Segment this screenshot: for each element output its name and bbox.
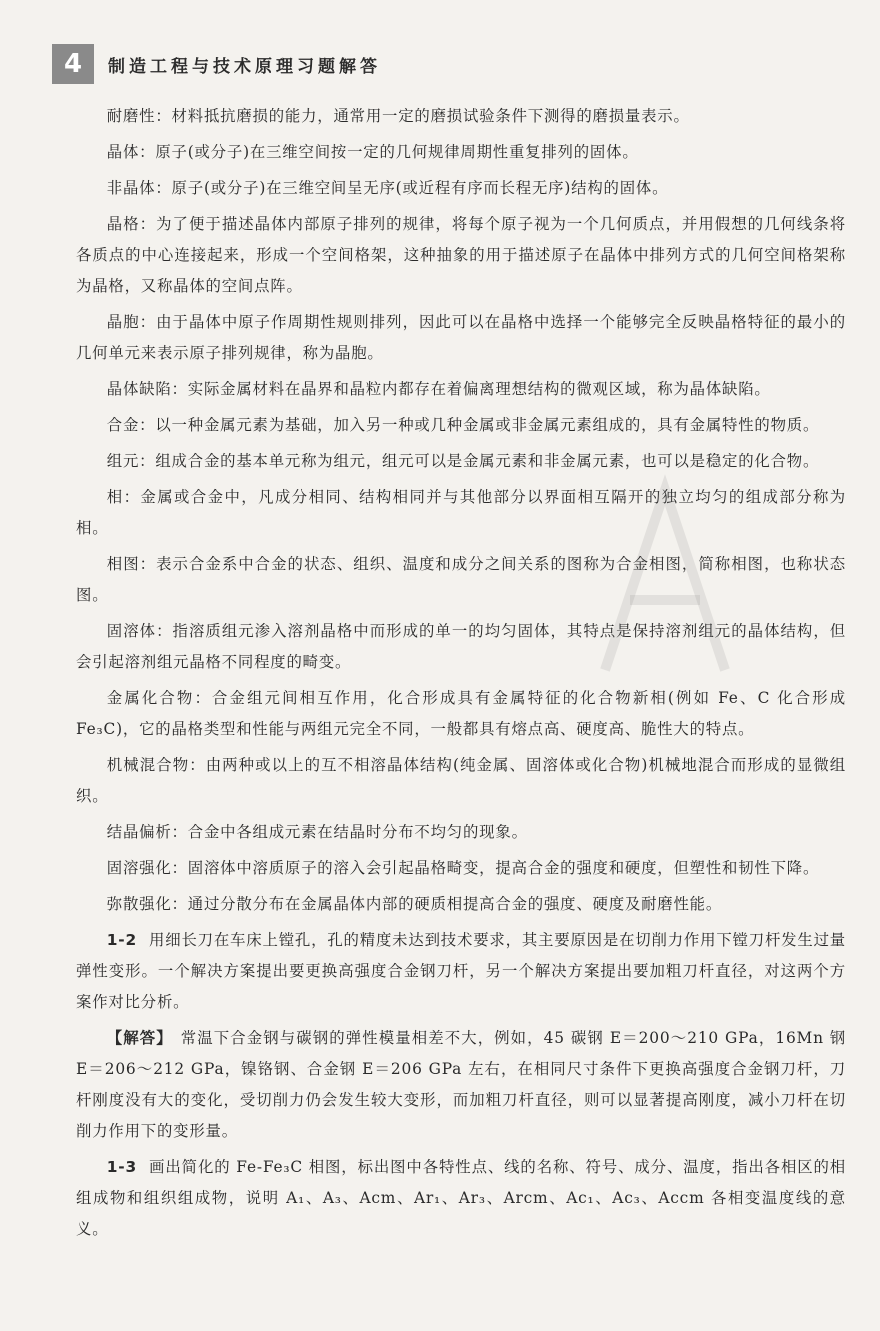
definition-crystal: 晶体：原子(或分子)在三维空间按一定的几何规律周期性重复排列的固体。	[106, 143, 639, 161]
definition-unit-cell: 晶胞：由于晶体中原子作周期性规则排列，因此可以在晶格中选择一个能够完全反映晶格特征的最小的几何单元来表示原子排列规律，称为晶胞。	[76, 313, 846, 362]
definition-component: 组元：组成合金的基本单元称为组元，组元可以是金属元素和非金属元素，也可以是稳定的化合物。	[106, 452, 820, 470]
question-1-3	[76, 1152, 846, 1245]
definition-alloy: 合金：以一种金属元素为基础，加入另一种或几种金属或非金属元素组成的，具有金属特性的物质。	[106, 416, 820, 434]
answer-text: 常温下合金钢与碳钢的弹性模量相差不大，例如，45 碳钢 E＝200～210 GPa，16Mn 钢 E＝206～212 GPa，镍铬钢、合金钢 E＝206 GPa 左右，在相同尺寸条件下更换高强度合金钢刀杆，刀杆刚度没有大的变化，受切削力仍会发生较大变形，而加粗刀杆直径，则可以显著提高刚度，减小刀杆在切削力作用下的变形量。	[76, 1029, 846, 1140]
page-header	[0, 44, 880, 84]
question-number: 1-2	[106, 931, 138, 949]
definition-solid-solution: 固溶体：指溶质组元渗入溶剂晶格中而形成的单一的均匀固体，其特点是保持溶剂组元的晶体结构，但会引起溶剂组元晶格不同程度的畸变。	[76, 622, 846, 671]
definition-phase-diagram: 相图：表示合金系中合金的状态、组织、温度和成分之间关系的图称为合金相图，简称相图，也称状态图。	[76, 555, 846, 604]
page-body	[76, 101, 846, 1245]
page-number: 4	[52, 44, 94, 84]
definition-segregation: 结晶偏析：合金中各组成元素在结晶时分布不均匀的现象。	[106, 823, 528, 841]
running-title: 制造工程与技术原理习题解答	[108, 57, 381, 77]
answer-1-2	[76, 1023, 846, 1147]
definition-intermetallic: 金属化合物：合金组元间相互作用，化合形成具有金属特征的化合物新相(例如 Fe、C 化合形成 Fe₃C)，它的晶格类型和性能与两组元完全不同，一般都具有熔点高、硬度高、脆性大的特点。	[76, 689, 846, 738]
definition-wear-resistance: 耐磨性：材料抵抗磨损的能力，通常用一定的磨损试验条件下测得的磨损量表示。	[106, 107, 690, 125]
question-number: 1-3	[106, 1158, 138, 1176]
definition-lattice: 晶格：为了便于描述晶体内部原子排列的规律，将每个原子视为一个几何质点，并用假想的几何线条将各质点的中心连接起来，形成一个空间格架，这种抽象的用于描述原子在晶体中排列方式的几何空间格架称为晶格，又称晶体的空间点阵。	[76, 215, 846, 295]
question-1-2	[76, 925, 846, 1018]
definition-amorphous: 非晶体：原子(或分子)在三维空间呈无序(或近程有序而长程无序)结构的固体。	[106, 179, 669, 197]
question-text: 画出简化的 Fe-Fe₃C 相图，标出图中各特性点、线的名称、符号、成分、温度，指出各相区的相组成物和组织组成物，说明 A₁、A₃、Acm、Ar₁、Ar₃、Arcm、Ac₁、Ac₃、Accm 各相变温度线的意义。	[76, 1158, 846, 1238]
definition-solid-solution-strengthening: 固溶强化：固溶体中溶质原子的溶入会引起晶格畸变，提高合金的强度和硬度，但塑性和韧性下降。	[106, 859, 820, 877]
question-text: 用细长刀在车床上镗孔，孔的精度未达到技术要求，其主要原因是在切削力作用下镗刀杆发生过量弹性变形。一个解决方案提出要更换高强度合金钢刀杆，另一个解决方案提出要加粗刀杆直径，对这两个方案作对比分析。	[76, 931, 846, 1011]
definition-crystal-defect: 晶体缺陷：实际金属材料在晶界和晶粒内都存在着偏离理想结构的微观区域，称为晶体缺陷。	[106, 380, 771, 398]
answer-label: 【解答】	[106, 1029, 173, 1047]
definition-dispersion-strengthening: 弥散强化：通过分散分布在金属晶体内部的硬质相提高合金的强度、硬度及耐磨性能。	[106, 895, 723, 913]
definition-phase: 相：金属或合金中，凡成分相同、结构相同并与其他部分以界面相互隔开的独立均匀的组成部分称为相。	[76, 488, 846, 537]
definition-mechanical-mixture: 机械混合物：由两种或以上的互不相溶晶体结构(纯金属、固溶体或化合物)机械地混合而形成的显微组织。	[76, 756, 846, 805]
